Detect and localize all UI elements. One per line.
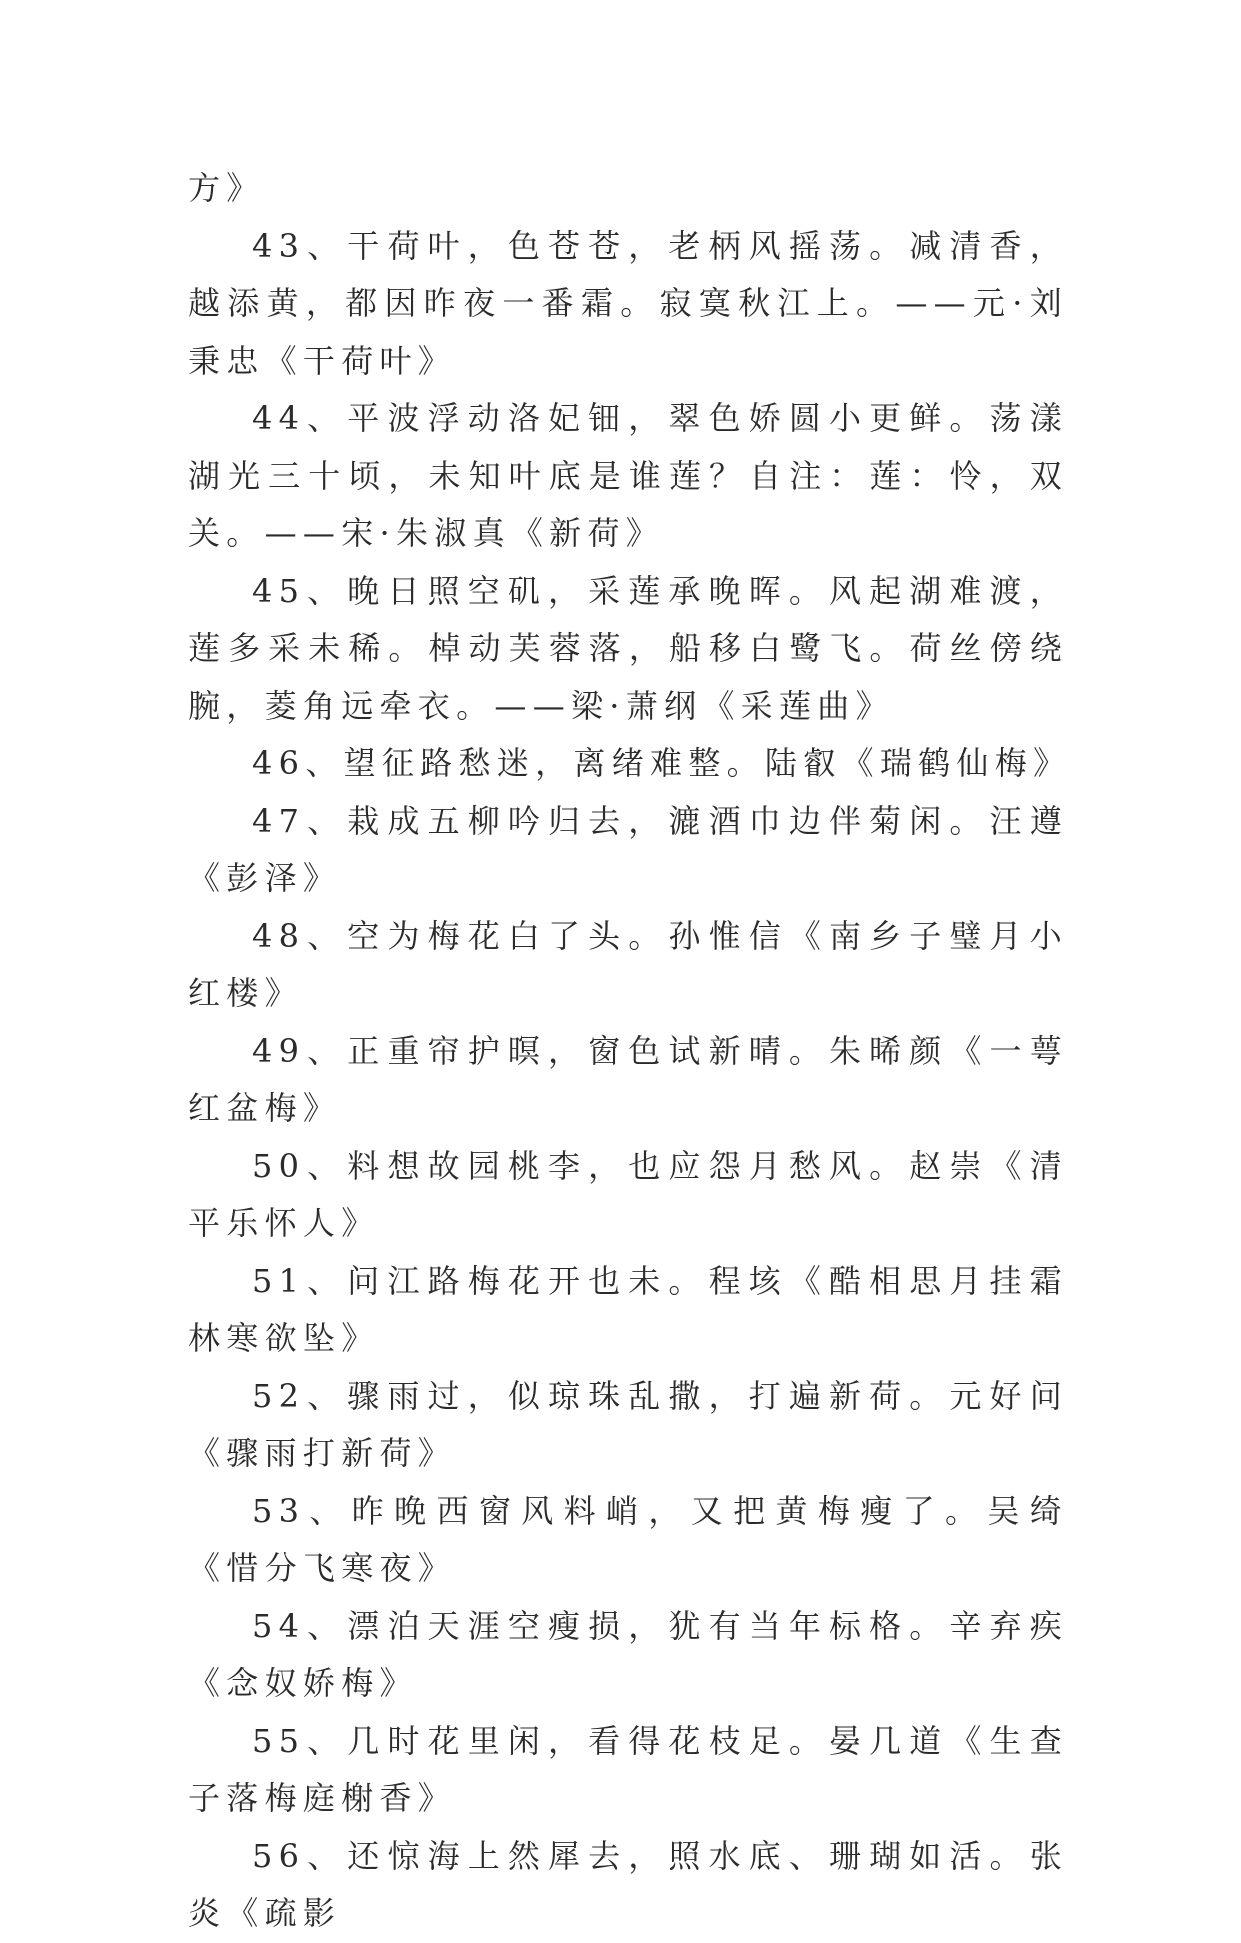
poem-entry-56: 56、还惊海上然犀去，照水底、珊瑚如活。张炎《疏影 bbox=[188, 1836, 1068, 1932]
poem-entry-48: 48、空为梅花白了头。孙惟信《南乡子璧月小红楼》 bbox=[188, 916, 1068, 1012]
poem-entry-50: 50、料想故园桃李，也应怨月愁风。赵崇《清平乐怀人》 bbox=[188, 1146, 1068, 1242]
poem-entry-55: 55、几时花里闲，看得花枝足。晏几道《生查子落梅庭榭香》 bbox=[188, 1721, 1068, 1817]
document-body bbox=[188, 160, 1072, 1943]
poem-entry-45: 45、晚日照空矶，采莲承晚晖。风起湖难渡，莲多采未稀。棹动芙蓉落，船移白鹭飞。荷丝傍绕腕，菱角远牵衣。——梁·萧纲《采莲曲》 bbox=[188, 571, 1068, 725]
poem-entry-43: 43、干荷叶，色苍苍，老柄风摇荡。减清香，越添黄，都因昨夜一番霜。寂寞秋江上。——元·刘秉忠《干荷叶》 bbox=[188, 226, 1068, 380]
poem-entry-47: 47、栽成五柳吟归去，漉酒巾边伴菊闲。汪遵《彭泽》 bbox=[188, 801, 1068, 897]
poem-entry-46: 46、望征路愁迷，离绪难整。陆叡《瑞鹤仙梅》 bbox=[252, 744, 1072, 782]
poem-entry-52: 52、骤雨过，似琼珠乱撒，打遍新荷。元好问《骤雨打新荷》 bbox=[188, 1376, 1068, 1472]
paragraph-continuation: 方》 bbox=[188, 169, 265, 207]
poem-entry-44: 44、平波浮动洛妃钿，翠色娇圆小更鲜。荡漾湖光三十顷，未知叶底是谁莲？自注：莲：怜，双关。——宋·朱淑真《新荷》 bbox=[188, 399, 1068, 552]
poem-entry-51: 51、问江路梅花开也未。程垓《酷相思月挂霜林寒欲坠》 bbox=[188, 1261, 1068, 1357]
poem-entry-49: 49、正重帘护暝，窗色试新晴。朱晞颜《一萼红盆梅》 bbox=[188, 1031, 1068, 1127]
poem-entry-53: 53、昨晚西窗风料峭，又把黄梅瘦了。吴绮《惜分飞寒夜》 bbox=[188, 1491, 1068, 1587]
poem-entry-54: 54、漂泊天涯空瘦损，犹有当年标格。辛弃疾《念奴娇梅》 bbox=[188, 1606, 1068, 1702]
